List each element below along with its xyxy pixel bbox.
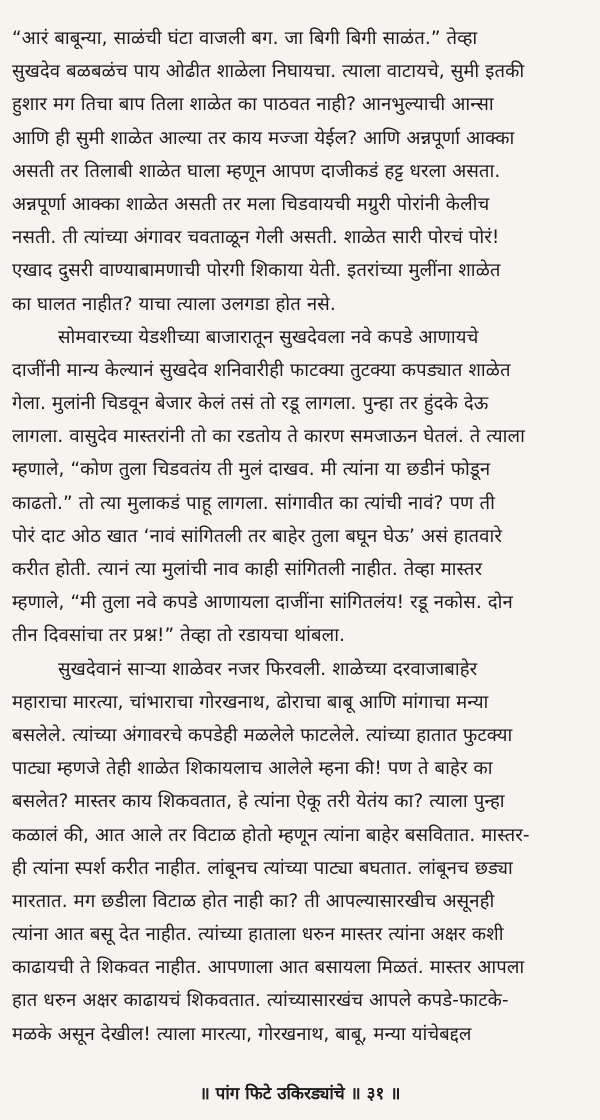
text-line: म्हणाले, “कोण तुला चिडवतंय ती मुलं दाखव. मी त्यांना या छडीनं फोडून	[12, 459, 491, 481]
text-line: हुशार मग तिचा बाप तिला शाळेत का पाठवत नाही? आनभुल्याची आन्सा	[12, 94, 494, 116]
text-line: मळके असून देखील! त्याला मारत्या, गोरखनाथ, बाबू, मन्या यांचेबद्दल	[12, 1023, 472, 1045]
text-line: बसलेले. त्यांच्या अंगावरचे कपडेही मळलेले फाटलेले. त्यांच्या हातात फुटक्या	[12, 724, 513, 746]
text-line: बसलेत? मास्तर काय शिकवतात, हे त्यांना ऐकू तरी येतंय का? त्याला पुन्हा	[12, 791, 505, 813]
text-line: त्यांना आत बसू देत नाहीत. त्यांच्या हाताला धरुन मास्तर त्यांना अक्षर कशी	[12, 924, 504, 946]
text-line: मारतात. मग छडीला विटाळ होत नाही का? ती आपल्यासारखीच असूनही	[12, 890, 495, 912]
text-line: कळालं की, आत आले तर विटाळ होतो म्हणून त्यांना बाहेर बसवितात. मास्तर-	[12, 824, 530, 846]
text-line: आणि ही सुमी शाळेत आल्या तर काय मज्जा येईल? आणि अन्नपूर्णा आक्का	[12, 127, 515, 149]
text-line: का घालत नाहीत? याचा त्याला उलगडा होत नसे.	[12, 293, 336, 315]
text-line: गेला. मुलांनी चिडवून बेजार केलं तसं तो रडू लागला. पुन्हा तर हुंदके देऊ	[12, 393, 489, 415]
text-line: महाराचा मारत्या, चांभाराचा गोरखनाथ, ढोराचा बाबू आणि मांगाचा मन्या	[12, 691, 489, 713]
text-line: अन्नपूर्णा आक्का शाळेत असती तर मला चिडवायची मग्रुरी पोरांनी केलीच	[12, 193, 490, 215]
text-line: सोमवारच्या येडशीच्या बाजारातून सुखदेवला नवे कपडे आणायचे	[58, 326, 479, 348]
text-line: सुखदेवानं साऱ्या शाळेवर नजर फिरवली. शाळेच्या दरवाजाबाहेर	[58, 658, 478, 680]
text-line: नसती. ती त्यांच्या अंगावर चवताळून गेली असती. शाळेत सारी पोरचं पोरं!	[12, 227, 500, 249]
text-line: असती तर तिलाबी शाळेत घाला म्हणून आपण दाजीकडं हट्ट धरला असता.	[12, 160, 501, 182]
text-line: काढायची ते शिकवत नाहीत. आपणाला आत बसायला मिळतं. मास्तर आपला	[12, 957, 525, 979]
text-line: सुखदेव बळबळंच पाय ओढीत शाळेला निघायचा. त्याला वाटायचे, सुमी इतकी	[12, 61, 525, 83]
text-line: दाजींनी मान्य केल्यानं सुखदेव शनिवारीही फाटक्या तुटक्या कपड्यात शाळेत	[12, 359, 511, 381]
text-line: काढतो.” तो त्या मुलाकडं पाहू लागला. सांगावीत का त्यांची नावं? पण ती	[12, 492, 495, 514]
body-text	[12, 22, 594, 1051]
text-line: ही त्यांना स्पर्श करीत नाहीत. लांबूनच त्यांच्या पाट्या बघतात. लांबूनच छड्या	[12, 857, 513, 879]
text-line: पाट्या म्हणजे तेही शाळेत शिकायलाच आलेले म्हना की! पण ते बाहेर का	[12, 758, 493, 780]
text-line: एखाद दुसरी वाण्याबामणाची पोरगी शिकाया येती. इतरांच्या मुलींना शाळेत	[12, 260, 501, 282]
text-line: करीत होती. त्यानं त्या मुलांची नाव काही सांगितली नाहीत. तेव्हा मास्तर	[12, 559, 483, 580]
text-line: पोरं दाट ओठ खात ‘नावं सांगितली तर बाहेर तुला बघून घेऊ’ असं हातवारे	[12, 525, 503, 547]
text-line: म्हणाले, “मी तुला नवे कपडे आणायला दाजींना सांगितलंय! रडू नकोस. दोन	[12, 592, 513, 614]
text-line: “आरं बाबून्या, साळंची घंटा वाजली बग. जा बिगी बिगी साळंत.” तेव्हा	[12, 28, 478, 49]
text-line: हात धरुन अक्षर काढायचं शिकवतात. त्यांच्यासारखंच आपले कपडे-फाटके-	[12, 990, 509, 1012]
text-line: तीन दिवसांचा तर प्रश्न!” तेव्हा तो रडायचा थांबला.	[12, 625, 346, 647]
page-footer: ॥ पांग फिटे उकिरड्यांचे ॥ ३१ ॥	[199, 1084, 401, 1104]
text-line: लागला. वासुदेव मास्तरांनी तो का रडतोय ते कारण समजाऊन घेतलं. ते त्याला	[12, 426, 525, 448]
